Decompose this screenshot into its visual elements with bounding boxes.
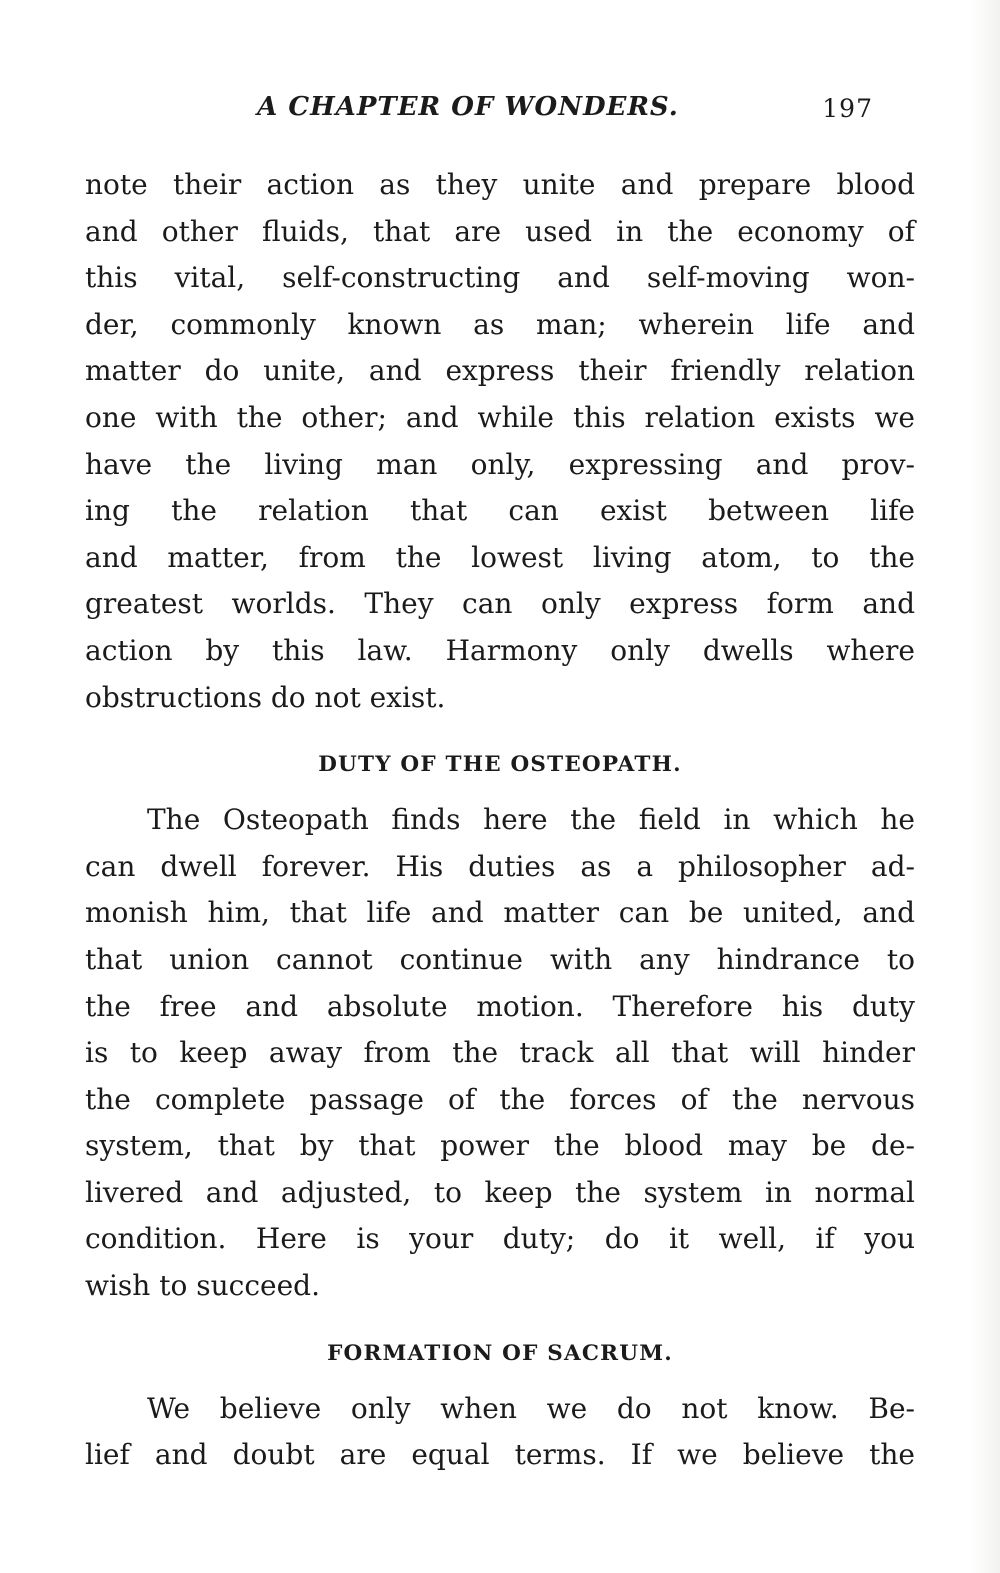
text-line: is to keep away from the track all that will hinder xyxy=(85,1036,915,1070)
text-line: monish him, that life and matter can be united, and xyxy=(85,896,915,930)
paragraph xyxy=(85,797,915,1310)
text-line: wish to succeed. xyxy=(85,1269,320,1303)
paragraph xyxy=(85,162,915,721)
text-line: the free and absolute motion. Therefore his duty xyxy=(85,989,915,1023)
page-number: 197 xyxy=(822,94,873,123)
text-line: We believe only when we do not know. Be- xyxy=(147,1391,915,1425)
text-line: have the living man only, expressing and prov- xyxy=(85,447,915,481)
text-line: lief and doubt are equal terms. If we believe the xyxy=(85,1438,915,1472)
text-line: the complete passage of the forces of the nervous xyxy=(85,1082,915,1116)
text-line: that union cannot continue with any hindrance to xyxy=(85,942,915,976)
text-line: condition. Here is your duty; do it well, if you xyxy=(85,1222,915,1256)
text-line: can dwell forever. His duties as a philosopher ad- xyxy=(85,849,915,883)
text-line: The Osteopath finds here the field in which he xyxy=(147,803,915,837)
text-line: ing the relation that can exist between life xyxy=(85,494,915,528)
text-line: der, commonly known as man; wherein life and xyxy=(85,307,915,341)
section-heading: FORMATION OF SACRUM. xyxy=(327,1340,673,1366)
text-line: greatest worlds. They can only express form and xyxy=(85,587,915,621)
text-line: one with the other; and while this relation exists we xyxy=(85,400,915,434)
text-line: and matter, from the lowest living atom, to the xyxy=(85,540,915,574)
text-line: action by this law. Harmony only dwells where xyxy=(85,633,915,667)
text-line: note their action as they unite and prepare blood xyxy=(85,168,915,201)
text-line: livered and adjusted, to keep the system in normal xyxy=(85,1175,915,1209)
text-line: matter do unite, and express their friendly relation xyxy=(85,354,915,388)
page-body xyxy=(85,162,915,1479)
text-line: and other fluids, that are used in the economy of xyxy=(85,214,915,248)
page-title: A CHAPTER OF WONDERS. xyxy=(257,92,679,122)
text-line: this vital, self-constructing and self-moving won- xyxy=(85,261,915,295)
paragraph xyxy=(85,1386,915,1479)
text-line: obstructions do not exist. xyxy=(85,680,446,714)
text-line: system, that by that power the blood may be de- xyxy=(85,1129,915,1163)
running-header xyxy=(85,92,915,126)
section-heading: DUTY OF THE OSTEOPATH. xyxy=(318,752,682,778)
